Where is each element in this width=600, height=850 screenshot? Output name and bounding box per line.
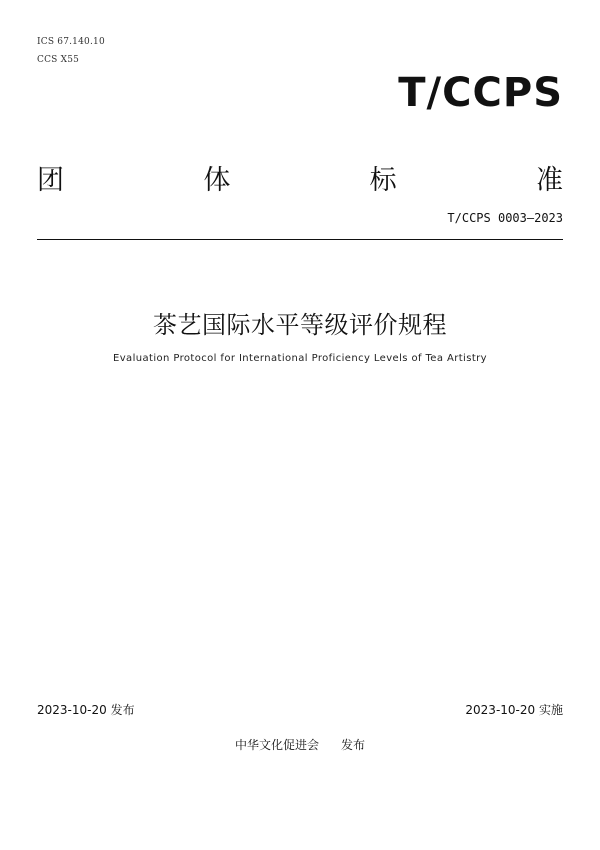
standard-type-char: 标 bbox=[369, 165, 397, 196]
header-divider bbox=[37, 239, 563, 240]
standard-type-char: 体 bbox=[203, 165, 231, 196]
standard-logo: T/CCPS bbox=[398, 70, 563, 116]
ics-code: ICS 67.140.10 bbox=[37, 37, 105, 47]
title-chinese: 茶艺国际水平等级评价规程 bbox=[153, 311, 447, 339]
standard-type-char: 团 bbox=[37, 165, 64, 196]
publisher-name: 中华文化促进会 bbox=[234, 738, 319, 752]
implementation-date-label: 实施 bbox=[538, 703, 563, 717]
publisher-action: 发布 bbox=[341, 738, 366, 752]
issue-date bbox=[37, 701, 135, 718]
implementation-date bbox=[465, 701, 563, 718]
implementation-date-value: 2023-10-20 bbox=[465, 703, 536, 717]
ccs-code: CCS X55 bbox=[37, 55, 80, 65]
issue-date-value: 2023-10-20 bbox=[37, 703, 107, 717]
publisher bbox=[0, 736, 600, 753]
document-number: T/CCPS 0003—2023 bbox=[447, 211, 563, 225]
issue-date-label: 发布 bbox=[110, 703, 135, 717]
title-english: Evaluation Protocol for International Proficiency Levels of Tea Artistry bbox=[113, 353, 487, 364]
standard-type-char: 准 bbox=[535, 165, 563, 196]
standard-type bbox=[37, 158, 563, 197]
